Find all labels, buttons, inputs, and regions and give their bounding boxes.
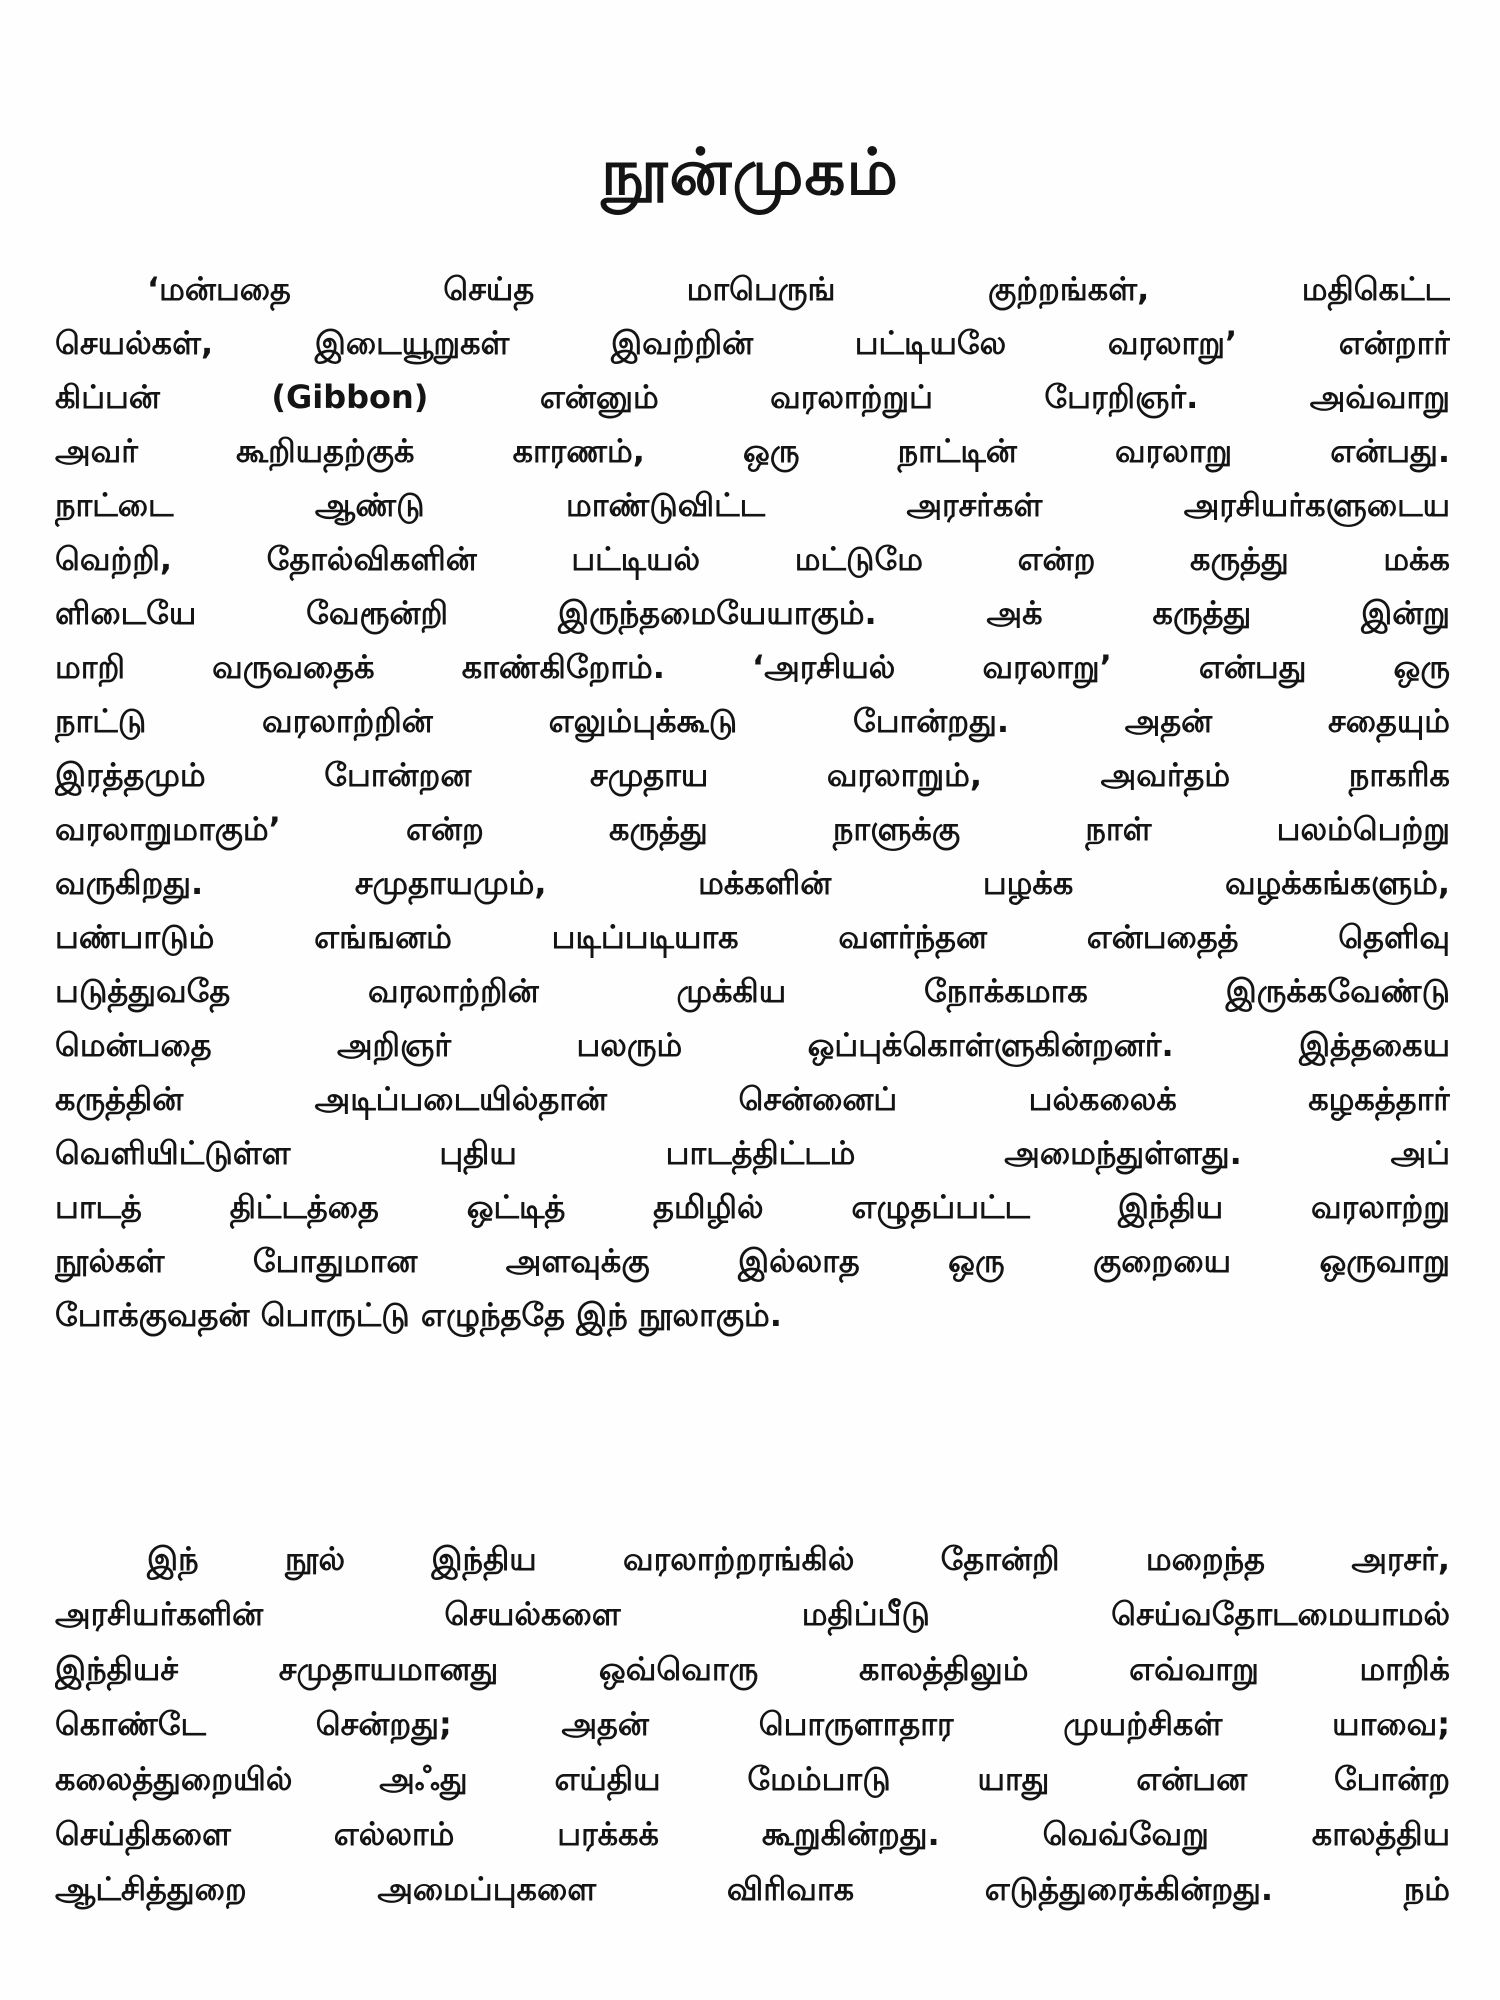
text-line: அவர் கூறியதற்குக் காரணம், ஒரு நாட்டின் வரலாறு என்பது. <box>55 432 1450 470</box>
text-line: அரசியர்களின் செயல்களை மதிப்பீடு செய்வதோடமையாமல் <box>55 1595 1450 1633</box>
text-line: பண்பாடும் எங்ஙனம் படிப்படியாக வளர்ந்தன என்பதைத் தெளிவு <box>55 918 1450 956</box>
text-line: கிப்பன் (Gibbon) என்னும் வரலாற்றுப் பேரறிஞர். அவ்வாறு <box>55 378 1450 416</box>
text-line: கலைத்துறையில் அஃது எய்திய மேம்பாடு யாது என்பன போன்ற <box>55 1760 1450 1798</box>
text-line: படுத்துவதே வரலாற்றின் முக்கிய நோக்கமாக இருக்கவேண்டு <box>55 972 1450 1010</box>
text-line: கொண்டே சென்றது; அதன் பொருளாதார முயற்சிகள் யாவை; <box>55 1705 1450 1743</box>
text-line: கருத்தின் அடிப்படையில்தான் சென்னைப் பல்கலைக் கழகத்தார் <box>55 1080 1450 1118</box>
text-line: செயல்கள், இடையூறுகள் இவற்றின் பட்டியலே வரலாறு’ என்றார் <box>55 324 1450 362</box>
text-line: வருகிறது. சமுதாயமும், மக்களின் பழக்க வழக்கங்களும், <box>55 864 1450 902</box>
text-line: வரலாறுமாகும்’ என்ற கருத்து நாளுக்கு நாள் பலம்பெற்று <box>55 810 1450 848</box>
text-line: நாட்டு வரலாற்றின் எலும்புக்கூடு போன்றது. அதன் சதையும் <box>55 702 1450 740</box>
text-line: வெளியிட்டுள்ள புதிய பாடத்திட்டம் அமைந்துள்ளது. அப் <box>55 1134 1450 1172</box>
text-line: நூல்கள் போதுமான அளவுக்கு இல்லாத ஒரு குறையை ஒருவாறு <box>55 1242 1450 1280</box>
page-title: நூன்முகம் <box>601 135 899 210</box>
text-line: நாட்டை ஆண்டு மாண்டுவிட்ட அரசர்கள் அரசியர்களுடைய <box>55 486 1450 524</box>
text-line: இந்தியச் சமுதாயமானது ஒவ்வொரு காலத்திலும் எவ்வாறு மாறிக் <box>55 1650 1450 1688</box>
text-line: பாடத் திட்டத்தை ஒட்டித் தமிழில் எழுதப்பட்ட இந்திய வரலாற்று <box>55 1188 1450 1226</box>
paragraph-1 <box>55 262 1450 1342</box>
text-line: போக்குவதன் பொருட்டு எழுந்ததே இந் நூலாகும். <box>55 1296 782 1334</box>
text-line: வெற்றி, தோல்விகளின் பட்டியல் மட்டுமே என்ற கருத்து மக்க <box>55 540 1450 578</box>
paragraph-2 <box>55 1532 1450 1917</box>
text-line: செய்திகளை எல்லாம் பரக்கக் கூறுகின்றது. வெவ்வேறு காலத்திய <box>55 1815 1450 1853</box>
text-line: இரத்தமும் போன்றன சமுதாய வரலாறும், அவர்தம் நாகரிக <box>55 756 1450 794</box>
text-line: ளிடையே வேரூன்றி இருந்தமையேயாகும். அக் கருத்து இன்று <box>55 594 1450 632</box>
text-line: மாறி வருவதைக் காண்கிறோம். ‘அரசியல் வரலாறு’ என்பது ஒரு <box>55 648 1450 686</box>
text-line: ‘மன்பதை செய்த மாபெருங் குற்றங்கள், மதிகெட்ட <box>147 270 1450 308</box>
text-line: ஆட்சித்துறை அமைப்புகளை விரிவாக எடுத்துரைக்கின்றது. நம் <box>55 1870 1450 1908</box>
text-line: மென்பதை அறிஞர் பலரும் ஒப்புக்கொள்ளுகின்றனர். இத்தகைய <box>55 1026 1450 1064</box>
text-line: இந் நூல் இந்திய வரலாற்றரங்கில் தோன்றி மறைந்த அரசர், <box>147 1540 1450 1578</box>
